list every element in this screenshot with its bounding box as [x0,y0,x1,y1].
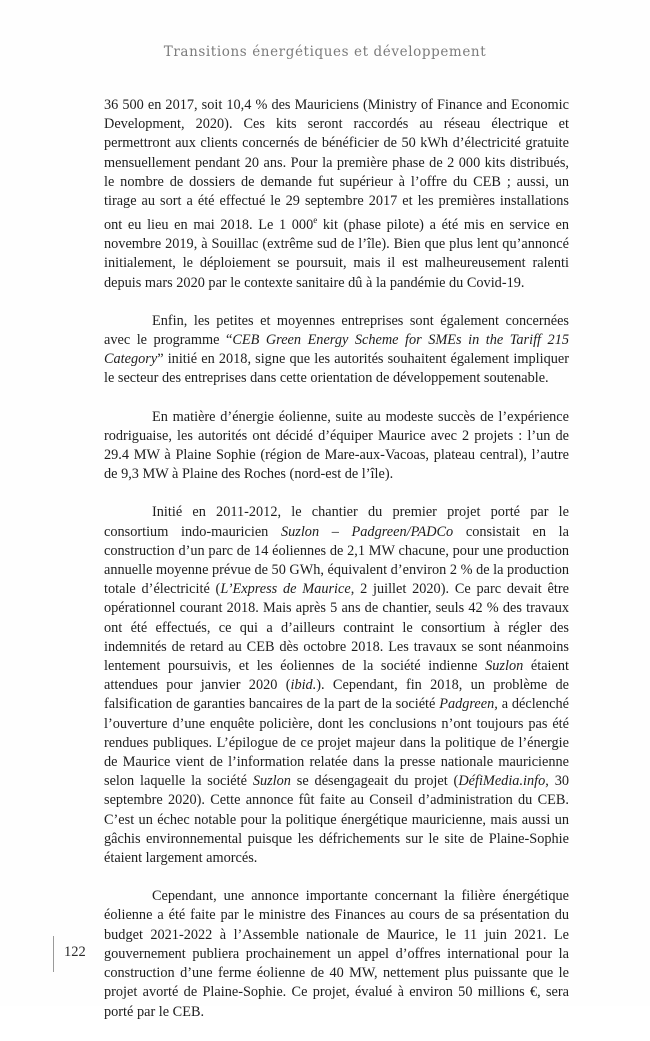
paragraph [104,408,569,485]
italic-run: DéfiMedia.info [458,773,546,790]
text-run: a déclenché l’ouverture d’une enquête policière, dont les conclusions n’ont toujours pas été rendues publiques. L’épilogue de ce projet majeur dans la politique de l’énergie de Maurice vient de l’information relatée dans la presse nationale mauricienne selon laquelle la société [104,696,570,790]
paragraph [104,503,569,868]
folio-rule [53,936,54,972]
text-run: ). Cependant, fin 2018, un problème de falsification de garanties bancaires de la part de la société [104,677,569,713]
italic-run: Suzlon [252,773,291,790]
ordinal-superscript: e [313,215,318,226]
text-run: Enfin, les petites et moyennes entreprises sont également concernées avec le programme “ [104,312,569,348]
italic-run: Suzlon [485,658,524,675]
italic-run: ibid. [290,677,317,694]
text-run: ” initié en 2018, signe que les autorités souhaitent également impliquer le secteur des entreprises dans cette orientation de développement soutenable. [104,351,569,387]
text-run: Cependant, une annonce importante concernant la filière énergétique éolienne a été faite par le ministre des Finances au cours de sa présentation du budget 2021-2022 à l’Assemble nationale de Maurice, le 11 juin 2021. Le gouvernement publiera prochainement un appel d’offres international pour la construction d’une ferme éolienne de 40 MW, nettement plus puissante que le projet avorté de Plaine-Sophie. Ce projet, évalué à environ 50 millions €, sera porté par le CEB. [104,888,569,1020]
paragraph [104,96,569,293]
italic-run: Suzlon – Padgreen/PADCo [280,523,454,540]
page-number: 122 [64,944,86,960]
text-run: , 30 septembre 2020). Cette annonce fût faite au Conseil d’administration du CEB. C’est un échec notable pour la politique énergétique mauricienne, mais aussi un gâchis environnemental puisque les défrichements sur le site de Plaine-Sophie étaient largement amorcés. [104,773,569,867]
text-run: kit (phase pilote) a été mis en service en novembre 2019, à Souillac (extrême sud de l’île). Bien que plus lent qu’annoncé initialement, le déploiement se poursuit, mais il est malheureusement ralenti depuis mars 2020 par le contexte sanitaire dû à la pandémie du Covid-19. [104,216,570,291]
text-run: étaient attendues pour janvier 2020 ( [104,658,569,694]
paragraph [104,887,569,1021]
text-run: se désengageait du projet ( [290,773,459,790]
paragraph [104,312,569,389]
italic-run: CEB Green Energy Scheme for SMEs in the Tariff 215 Category [104,332,569,368]
text-run: consistait en la construction d’un parc de 14 éoliennes de 2,1 MW chacune, pour une production annuelle moyenne prévue de 50 GWh, équivalent d’environ 2 % de la production totale d’électricité ( [104,523,569,598]
body-text [104,96,569,1041]
text-run: Initié en 2011-2012, le chantier du premier projet porté par le consortium indo-mauricien [104,504,569,540]
italic-run: L’Express de Maurice [220,581,351,598]
text-run: 36 500 en 2017, soit 10,4 % des Mauriciens (Ministry of Finance and Economic Development, 2020). Ces kits seront raccordés au réseau électrique et permettront aux clients concernés de bénéficier de 50 kWh d’électricité gratuite mensuellement pendant 20 ans. Pour la première phase de 2 000 kits distribués, le nombre de dossiers de demande fut supérieur à l’offre du CEB ; aussi, un tirage au sort a été effectué le 29 septembre 2017 et les premières installations ont eu lieu en mai 2018. Le 1 000 [104,97,569,233]
italic-run: Padgreen, [439,696,498,713]
text-run: , 2 juillet 2020). Ce parc devait être opérationnel courant 2018. Mais après 5 ans de chantier, seuls 42 % des travaux ont été effectués, ce qui a d’ailleurs contraint le consortium à régler des indemnités de retard au CEB dès octobre 2018. Les travaux se sont néanmoins lentement poursuivis, et les éoliennes de la société indienne [104,581,569,675]
running-header: Transitions énergétiques et développement [163,44,487,60]
text-run: En matière d’énergie éolienne, suite au modeste succès de l’expérience rodriguaise, les autorités ont décidé d’équiper Maurice avec 2 projets : l’un de 29.4 MW à Plaine Sophie (région de Mare-aux-Vacoas, plateau central), l’autre de 9,3 MW à Plaine des Roches (nord-est de l’île). [104,408,569,483]
